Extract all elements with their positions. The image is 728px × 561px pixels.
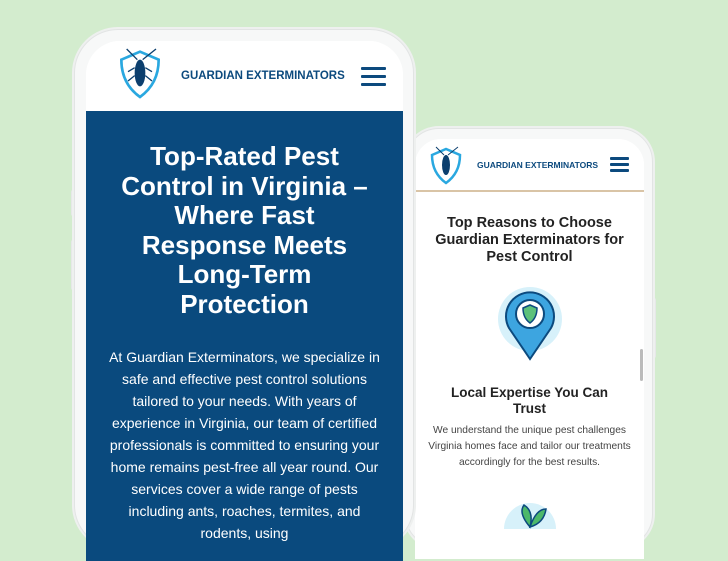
- site-header: [415, 139, 644, 192]
- back-phone-mockup: [405, 128, 653, 548]
- logo-icon: [428, 145, 464, 185]
- hero-text: At Guardian Exterminators, we specialize in safe and effective pest control solutions tailored to your needs. With years of experience in Virginia, our team of certified professionals is committed to ensuring your home remains pest-free all year round. Our services cover a wide range of pests including ants, roaches, termites, and rodents, using: [109, 348, 380, 541]
- section-title: Top Reasons to Choose Guardian Exterminators for Pest Control: [435, 215, 624, 265]
- front-phone-mockup: [74, 29, 414, 549]
- hero-title: Top-Rated Pest Control in Virginia – Where Fast Response Meets Long-Term Protection: [121, 141, 368, 319]
- leaf-icon: [500, 499, 560, 529]
- hero-section: [86, 111, 403, 561]
- front-phone-screen: [86, 41, 403, 561]
- logo-icon: [116, 45, 164, 101]
- scrollbar[interactable]: [640, 349, 643, 381]
- reasons-section: [415, 215, 644, 534]
- hamburger-menu-icon[interactable]: [361, 67, 386, 86]
- hamburger-menu-icon[interactable]: [610, 157, 629, 172]
- brand-name[interactable]: GUARDIAN EXTERMINATORS: [181, 70, 345, 82]
- site-header: [86, 41, 403, 111]
- location-pin-shield-icon: [495, 286, 565, 362]
- brand-name[interactable]: GUARDIAN EXTERMINATORS: [477, 159, 599, 170]
- feature-text: We understand the unique pest challenges Virginia homes face and tailor our treatments accordingly for the best results.: [428, 425, 631, 468]
- back-phone-screen: [415, 139, 644, 559]
- feature-title: Local Expertise You Can Trust: [450, 385, 609, 416]
